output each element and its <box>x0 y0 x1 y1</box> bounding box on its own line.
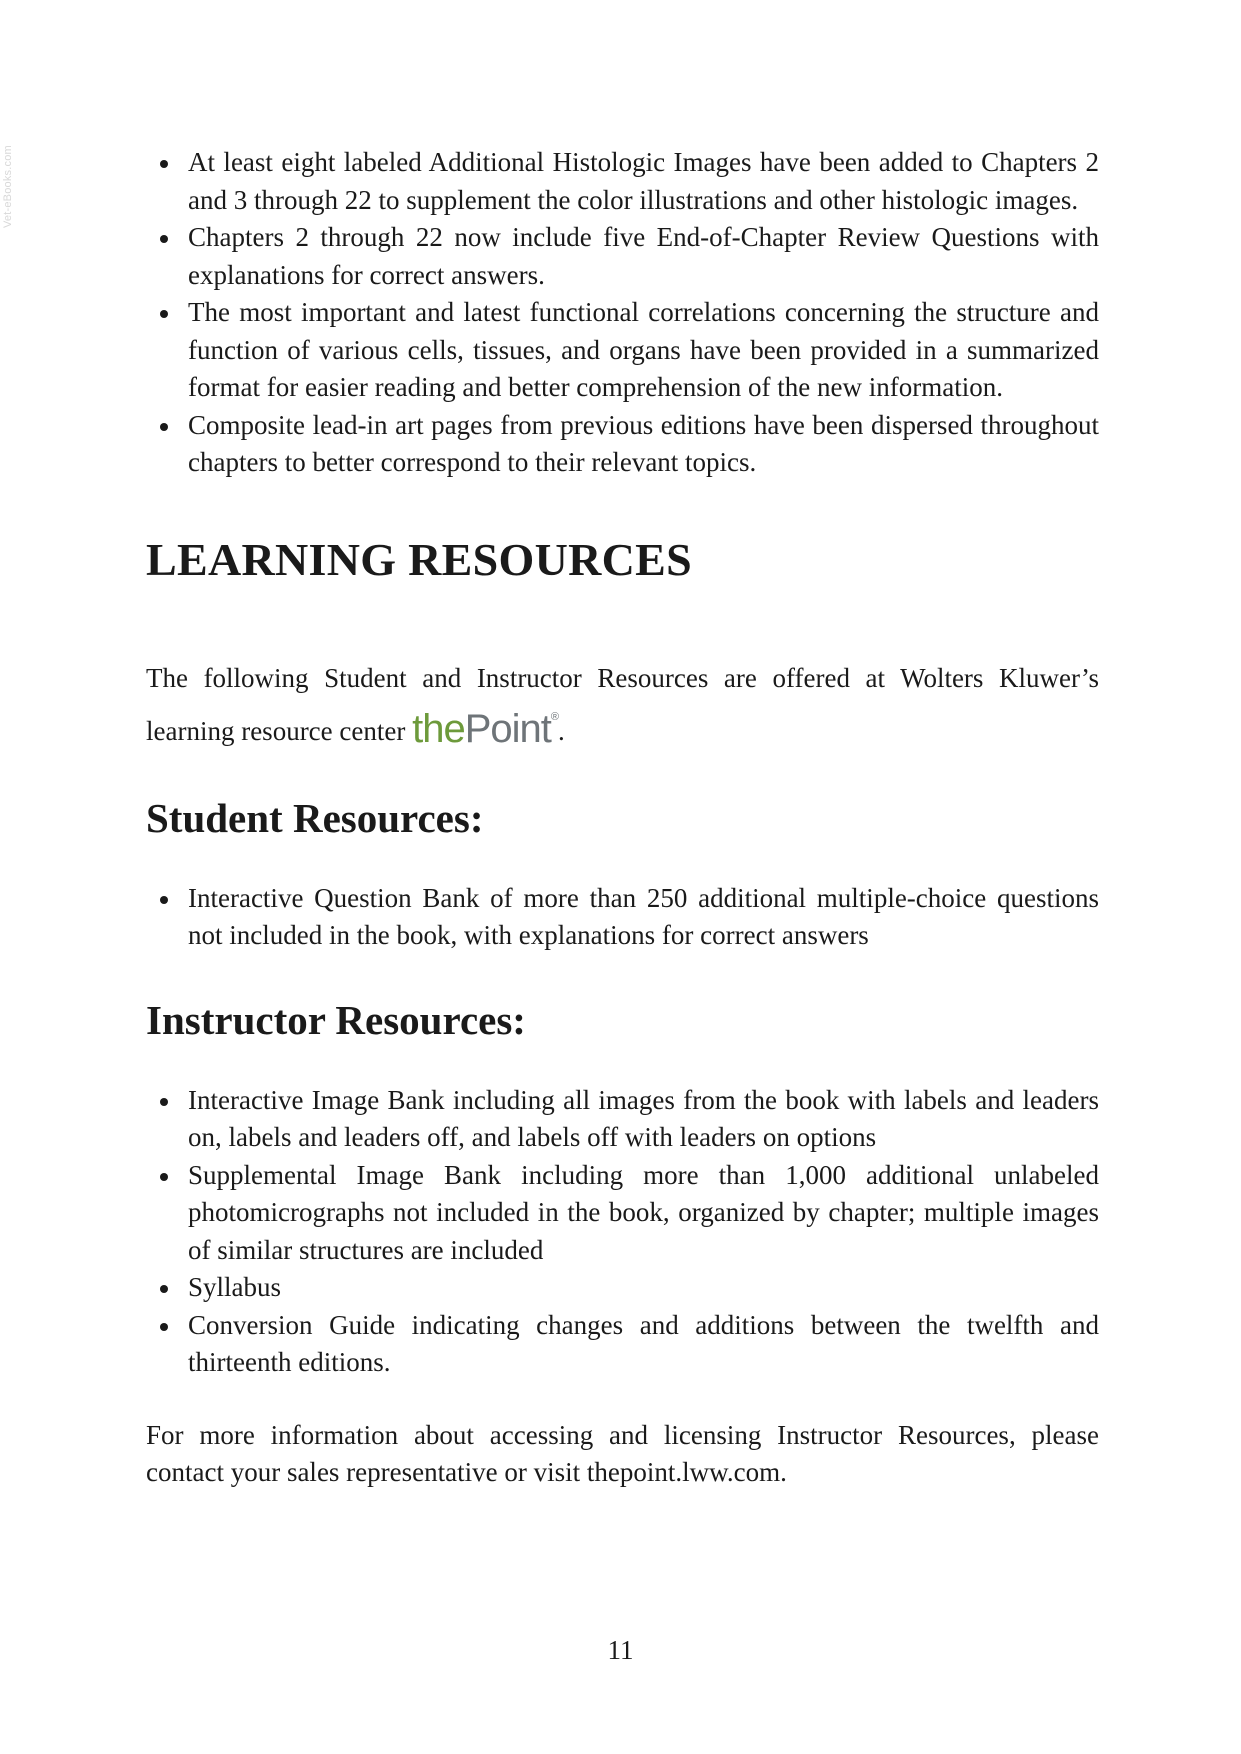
list-item: Supplemental Image Bank including more than 1,000 additional unlabeled photomicrographs not included in the book, organized by chapter; multiple images of similar structures are included <box>146 1157 1099 1270</box>
bullet-icon <box>160 896 168 904</box>
list-item: Conversion Guide indicating changes and additions between the twelfth and thirteenth editions. <box>146 1307 1099 1382</box>
thepoint-logo: thePoint® <box>412 707 558 751</box>
page-content <box>146 144 1099 1492</box>
watermark-text: Vet-eBooks.com <box>2 145 14 228</box>
bullet-icon <box>160 423 168 431</box>
page-number: 11 <box>607 1635 634 1665</box>
bullet-icon <box>160 1323 168 1331</box>
student-resources-list <box>146 880 1099 955</box>
learning-intro-paragraph: The following Student and Instructor Resources are offered at Wolters Kluwer’s learning resource center thePoint®. <box>146 662 1099 751</box>
bullet-icon <box>160 1173 168 1181</box>
bullet-icon <box>160 1285 168 1293</box>
list-item: At least eight labeled Additional Histologic Images have been added to Chapters 2 and 3 through 22 to supplement the color illustrations and other histologic images. <box>146 144 1099 219</box>
features-list <box>146 144 1099 482</box>
bullet-icon <box>160 1098 168 1106</box>
bullet-icon <box>160 160 168 168</box>
instructor-resources-list <box>146 1082 1099 1382</box>
list-item: Composite lead-in art pages from previous editions have been dispersed throughout chapters to better correspond to their relevant topics. <box>146 407 1099 482</box>
student-resources-heading: Student Resources: <box>146 794 484 841</box>
list-item: Interactive Image Bank including all images from the book with labels and leaders on, labels and leaders off, and labels off with leaders on options <box>146 1082 1099 1157</box>
list-item: Syllabus <box>146 1269 1099 1307</box>
list-item: Chapters 2 through 22 now include five End-of-Chapter Review Questions with explanations for correct answers. <box>146 219 1099 294</box>
bullet-icon <box>160 310 168 318</box>
learning-resources-heading: LEARNING RESOURCES <box>146 533 693 585</box>
list-item: The most important and latest functional correlations concerning the structure and function of various cells, tissues, and organs have been provided in a summarized format for easier reading and better comprehension of the new information. <box>146 294 1099 407</box>
list-item: Interactive Question Bank of more than 250 additional multiple-choice questions not included in the book, with explanations for correct answers <box>146 880 1099 955</box>
instructor-resources-heading: Instructor Resources: <box>146 996 526 1043</box>
bullet-icon <box>160 235 168 243</box>
closing-paragraph: For more information about accessing and licensing Instructor Resources, please contact your sales representative or visit thepoint.lww.com. <box>146 1419 1099 1487</box>
